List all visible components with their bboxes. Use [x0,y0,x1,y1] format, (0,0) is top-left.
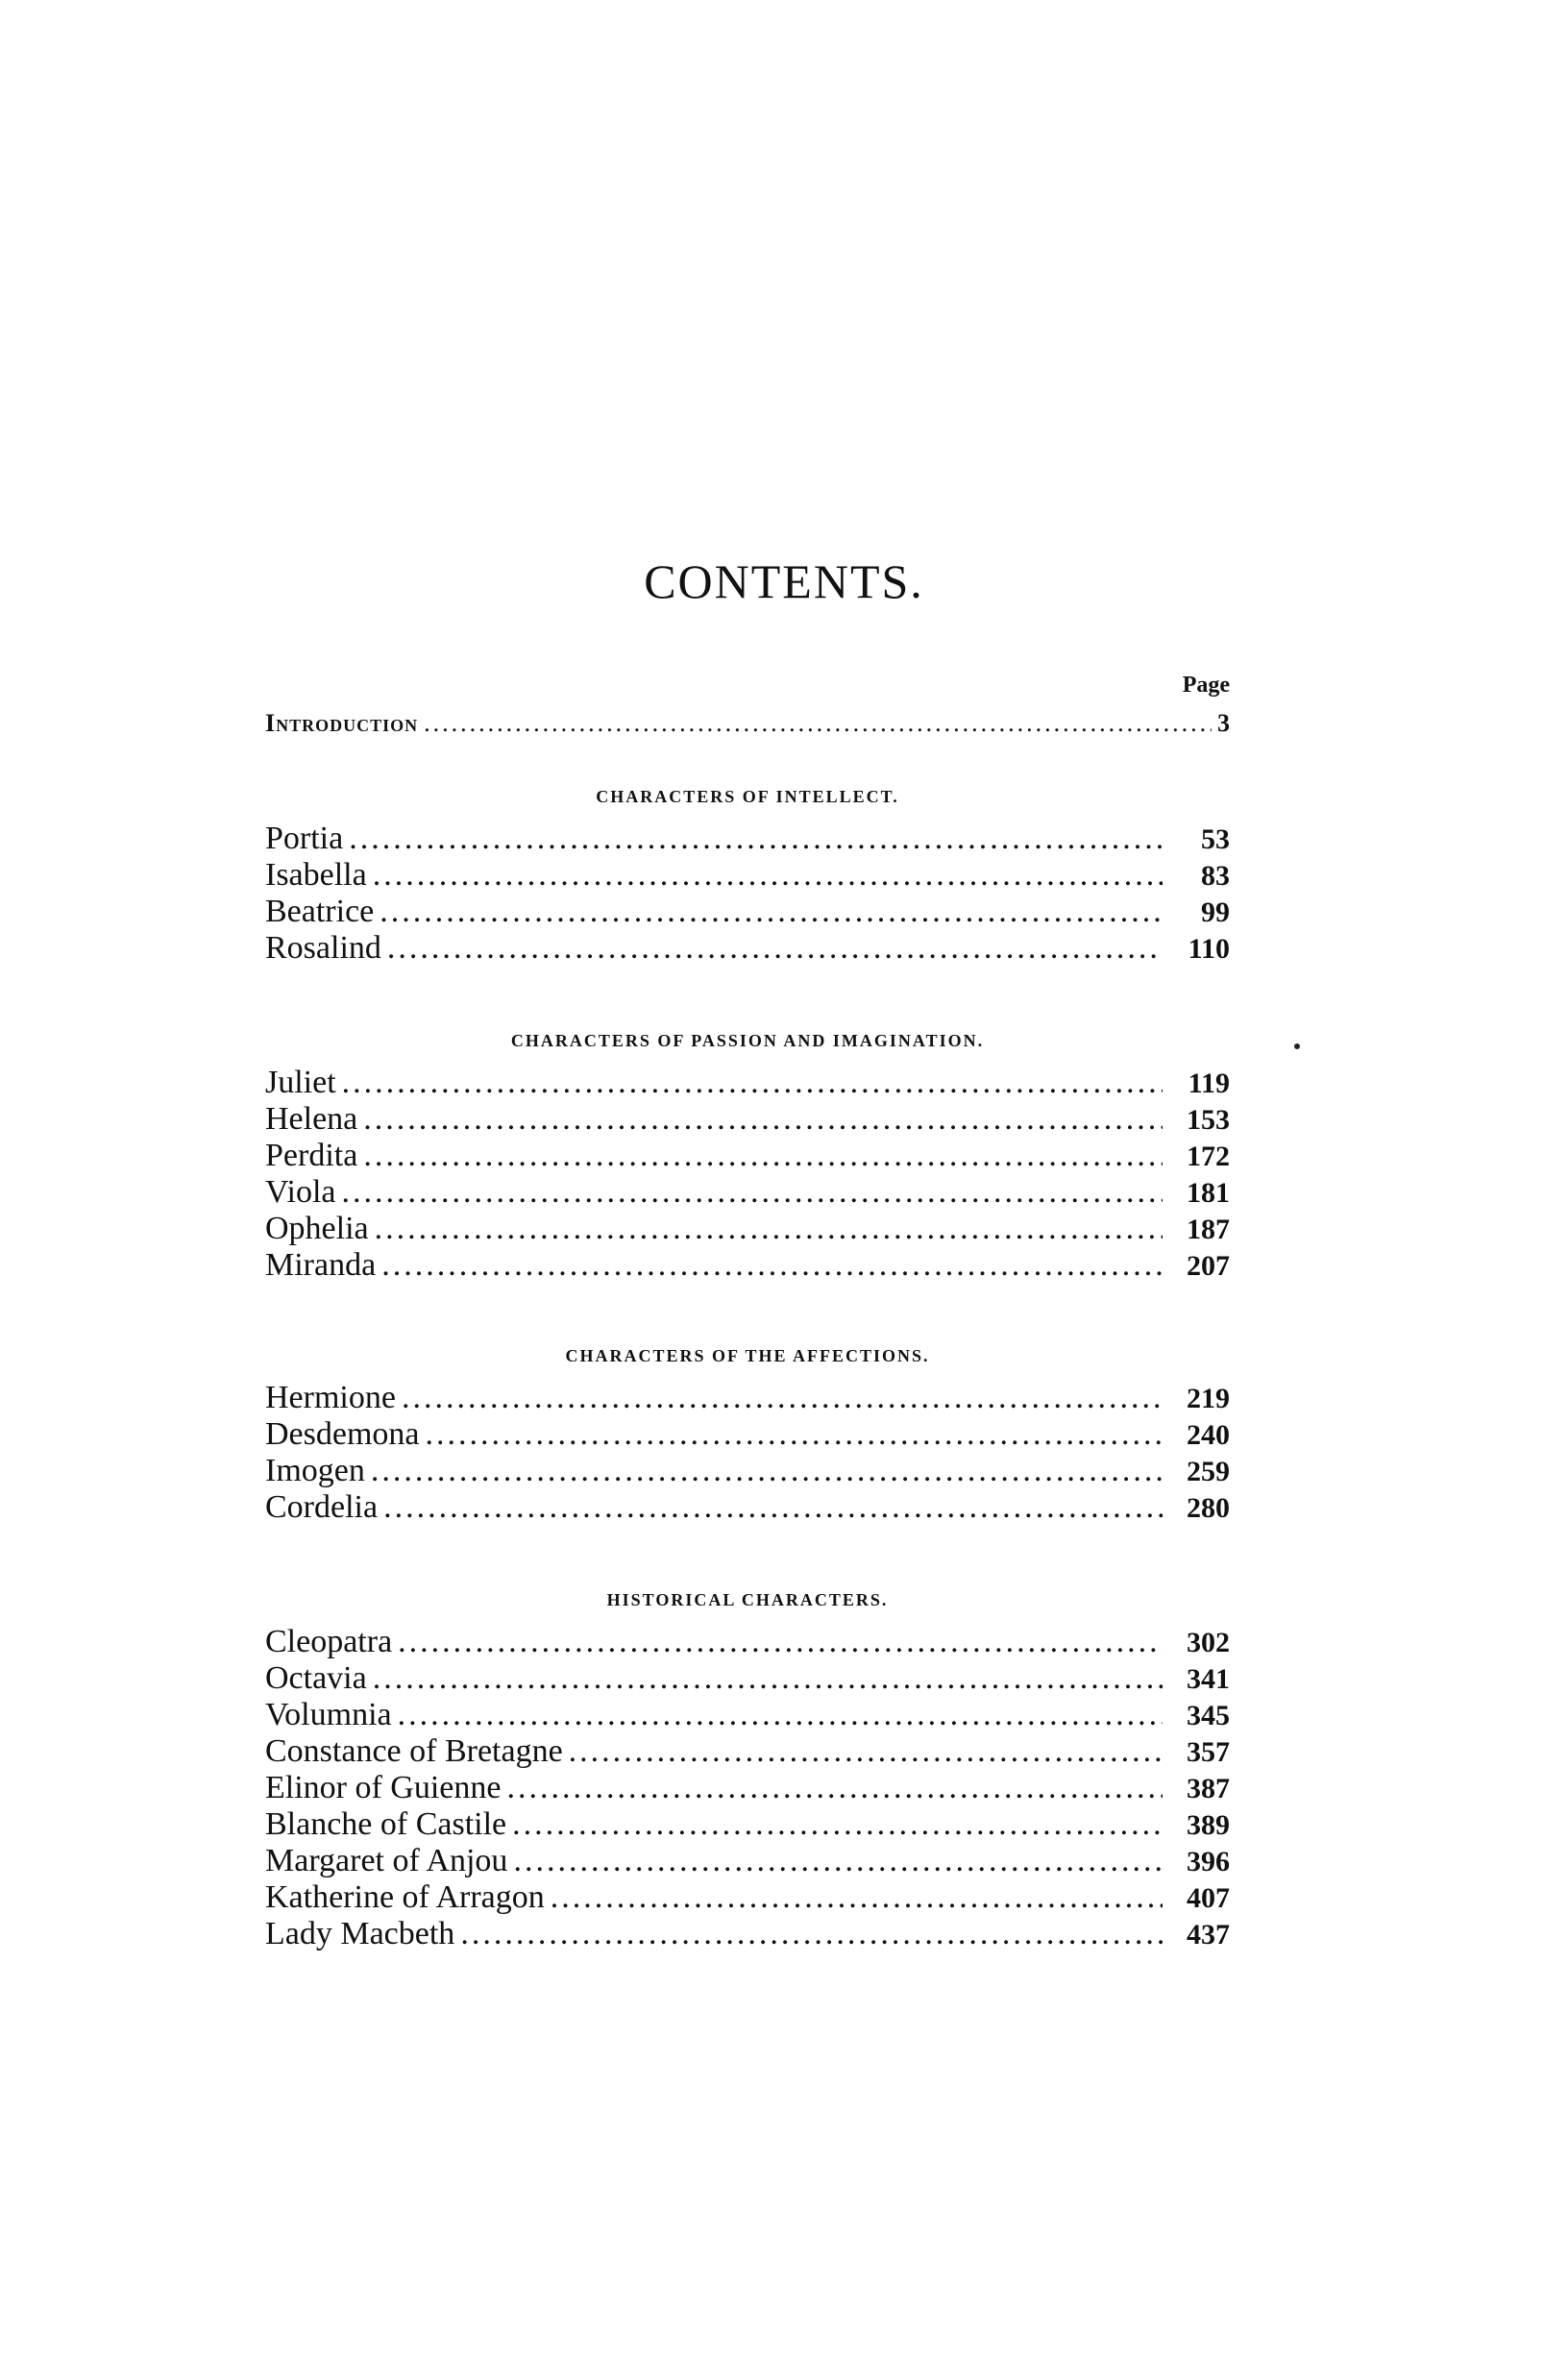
entry-name: Hermione [265,1380,396,1415]
section-heading: CHARACTERS OF INTELLECT. [596,787,899,806]
introduction-entry[interactable] [265,711,1230,736]
dot-leader [507,1770,1164,1806]
toc-entry[interactable] [265,1453,1230,1489]
entry-name: Elinor of Guienne [265,1770,502,1805]
toc-entry[interactable] [265,1806,1230,1843]
dot-leader [460,1916,1163,1952]
entry-name: Cordelia [265,1489,379,1525]
dot-leader [426,1416,1163,1453]
section-historical-characters [265,1591,1230,1952]
entry-name: Octavia [265,1660,367,1696]
entry-page-number: 172 [1187,1141,1230,1172]
entry-name: Viola [265,1174,336,1210]
dot-leader [383,1489,1163,1526]
dot-leader [402,1380,1163,1416]
entry-page-number: 207 [1187,1250,1230,1282]
dot-leader [380,894,1163,930]
entry-name: Perdita [265,1138,358,1173]
entry-page-number: 110 [1188,933,1230,965]
print-speck [1294,1043,1300,1049]
entry-page-number: 341 [1187,1663,1230,1695]
toc-entry[interactable] [265,821,1230,857]
toc-entry[interactable] [265,1101,1230,1138]
dot-leader [342,1065,1163,1101]
entry-page-number: 357 [1187,1736,1230,1768]
dot-leader [424,711,1212,736]
entry-page-number: 240 [1187,1419,1230,1451]
entry-name: Lady Macbeth [265,1916,455,1951]
entry-name: Katherine of Arragon [265,1879,545,1915]
toc-entry[interactable] [265,1733,1230,1770]
entry-name: Margaret of Anjou [265,1843,508,1878]
entry-page-number: 53 [1201,823,1230,855]
section-heading: CHARACTERS OF THE AFFECTIONS. [565,1346,930,1365]
dot-leader [551,1879,1163,1916]
entry-name: Isabella [265,857,367,893]
section-characters-of-the-affections [265,1347,1230,1526]
entry-name: Beatrice [265,894,375,929]
dot-leader [387,930,1163,967]
toc-entry[interactable] [265,1247,1230,1284]
toc-entry[interactable] [265,1916,1230,1952]
entry-page-number: 219 [1187,1383,1230,1414]
toc-entry[interactable] [265,857,1230,894]
entry-page-number: 83 [1201,860,1230,892]
entry-name: Juliet [265,1065,336,1100]
dot-leader [513,1843,1163,1879]
section-heading: HISTORICAL CHARACTERS. [606,1590,889,1609]
entry-name: Portia [265,821,344,856]
entry-page-number: 389 [1187,1809,1230,1841]
entry-name: Constance of Bretagne [265,1733,563,1769]
toc-entry[interactable] [265,1770,1230,1806]
entry-name: Cleopatra [265,1624,393,1659]
entry-page-number: 302 [1187,1627,1230,1658]
introduction-page-number: 3 [1217,709,1230,737]
dot-leader [512,1806,1163,1843]
page-title: CONTENTS. [644,554,924,608]
entry-name: Rosalind [265,930,381,966]
toc-entry[interactable] [265,1380,1230,1416]
entry-page-number: 153 [1187,1104,1230,1136]
entry-page-number: 119 [1188,1068,1230,1099]
toc-entry[interactable] [265,1879,1230,1916]
dot-leader [363,1101,1163,1138]
entry-page-number: 396 [1187,1846,1230,1877]
toc-entry[interactable] [265,1138,1230,1174]
toc-entry[interactable] [265,1065,1230,1101]
page-column-label: Page [1182,673,1230,698]
dot-leader [398,1697,1163,1733]
entry-name: Volumnia [265,1697,392,1732]
entry-name: Miranda [265,1247,377,1283]
entry-name: Helena [265,1101,358,1137]
entry-page-number: 187 [1187,1214,1230,1245]
entry-name: Desdemona [265,1416,420,1452]
section-characters-of-passion-and-imagination [265,1032,1230,1284]
dot-leader [371,1453,1163,1489]
entry-page-number: 99 [1201,896,1230,928]
entry-name: Ophelia [265,1211,369,1246]
entry-page-number: 407 [1187,1882,1230,1914]
toc-entry[interactable] [265,1660,1230,1697]
entry-name: Blanche of Castile [265,1806,507,1842]
toc-entry[interactable] [265,1211,1230,1247]
toc-entry[interactable] [265,1416,1230,1453]
dot-leader [342,1174,1164,1211]
entry-page-number: 387 [1187,1773,1230,1804]
dot-leader [363,1138,1163,1174]
dot-leader [569,1733,1163,1770]
entry-page-number: 280 [1187,1492,1230,1524]
entry-page-number: 259 [1187,1456,1230,1487]
entry-name: Imogen [265,1453,365,1488]
dot-leader [373,1660,1163,1697]
dot-leader [381,1247,1163,1284]
toc-entry[interactable] [265,1843,1230,1879]
dot-leader [349,821,1163,857]
entry-page-number: 345 [1187,1700,1230,1731]
dot-leader [375,1211,1163,1247]
section-heading: CHARACTERS OF PASSION AND IMAGINATION. [510,1031,985,1050]
toc-entry[interactable] [265,1697,1230,1733]
introduction-label: Introduction [265,709,419,737]
toc-entry[interactable] [265,1624,1230,1660]
section-characters-of-intellect [265,788,1230,967]
toc-entry[interactable] [265,1174,1230,1211]
dot-leader [373,857,1163,894]
toc-entry[interactable] [265,894,1230,930]
toc-entry[interactable] [265,1489,1230,1526]
toc-entry[interactable] [265,930,1230,967]
entry-page-number: 181 [1187,1177,1230,1209]
entry-page-number: 437 [1187,1919,1230,1951]
dot-leader [398,1624,1163,1660]
